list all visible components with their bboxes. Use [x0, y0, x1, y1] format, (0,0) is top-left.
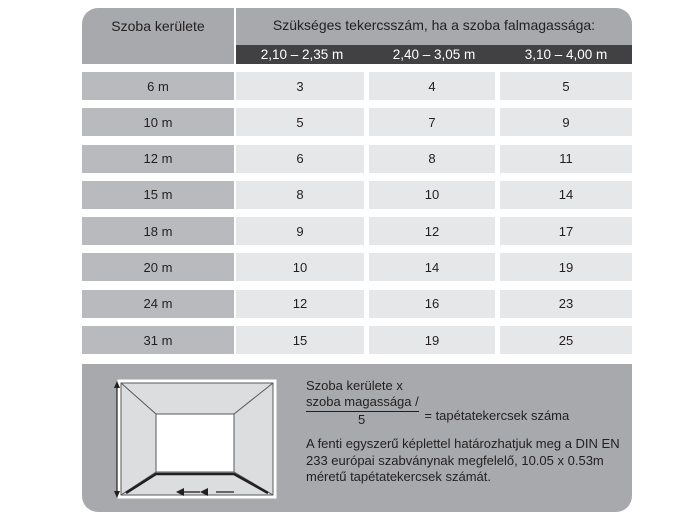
- perimeter-cell: 24 m: [82, 290, 234, 318]
- value-cell: 19: [500, 253, 632, 281]
- value-cell: 7: [369, 108, 495, 136]
- table-row: [82, 108, 632, 136]
- perimeter-cell: 12 m: [82, 145, 234, 173]
- perimeter-cell: 10 m: [82, 108, 234, 136]
- value-cell: 8: [236, 181, 364, 209]
- value-cell: 25: [500, 326, 632, 354]
- formula-panel: [82, 364, 632, 512]
- value-cell: 9: [500, 108, 632, 136]
- value-cell: 4: [369, 72, 495, 100]
- formula-denominator: 5: [358, 412, 366, 427]
- formula-numerator-1: Szoba kerülete x: [306, 378, 403, 393]
- header-title: Szükséges tekercsszám, ha a szoba falmagassága:: [272, 17, 596, 33]
- value-cell: 14: [500, 181, 632, 209]
- header-height-3: 3,10 – 4,00 m: [524, 47, 608, 62]
- table-row: [82, 253, 632, 281]
- value-cell: 12: [369, 217, 495, 245]
- table-row: [82, 145, 632, 173]
- value-cell: 16: [369, 290, 495, 318]
- value-cell: 5: [500, 72, 632, 100]
- perimeter-cell: 31 m: [82, 326, 234, 354]
- value-cell: 9: [236, 217, 364, 245]
- table-row: [82, 181, 632, 209]
- table-row: [82, 217, 632, 245]
- value-cell: 23: [500, 290, 632, 318]
- value-cell: 5: [236, 108, 364, 136]
- perimeter-cell: 18 m: [82, 217, 234, 245]
- header-perimeter-label: Szoba kerülete: [111, 18, 205, 34]
- room-perspective-illustration: [112, 376, 282, 502]
- value-cell: 10: [369, 181, 495, 209]
- table-row: [82, 326, 632, 354]
- value-cell: 8: [369, 145, 495, 173]
- value-cell: 11: [500, 145, 632, 173]
- perimeter-cell: 6 m: [82, 72, 234, 100]
- formula-fraction: [306, 378, 419, 428]
- value-cell: 17: [500, 217, 632, 245]
- value-cell: 3: [236, 72, 364, 100]
- roll-table: [82, 72, 632, 362]
- value-cell: 10: [236, 253, 364, 281]
- formula-description: A fenti egyszerű képlettel határozhatjuk meg a DIN EN 233 európai szabványnak megfelelő, 10.05 x 0.53m méretű tapétatekercsek számát.: [306, 436, 620, 484]
- value-cell: 14: [369, 253, 495, 281]
- header-height-2: 2,40 – 3,05 m: [392, 47, 476, 62]
- header-height-1: 2,10 – 2,35 m: [260, 47, 344, 62]
- wallpaper-formula: [306, 378, 569, 428]
- value-cell: 19: [369, 326, 495, 354]
- formula-result: = tapétatekercsek száma: [424, 408, 570, 423]
- value-cell: 6: [236, 145, 364, 173]
- header-perimeter-cell: [82, 8, 234, 64]
- perimeter-cell: 20 m: [82, 253, 234, 281]
- formula-numerator-2: szoba magassága /: [306, 394, 419, 412]
- value-cell: 12: [236, 290, 364, 318]
- perimeter-cell: 15 m: [82, 181, 234, 209]
- table-row: [82, 290, 632, 318]
- header-heights-bar: [236, 45, 632, 64]
- table-row: [82, 72, 632, 100]
- header-heights-cell: [236, 8, 632, 64]
- value-cell: 15: [236, 326, 364, 354]
